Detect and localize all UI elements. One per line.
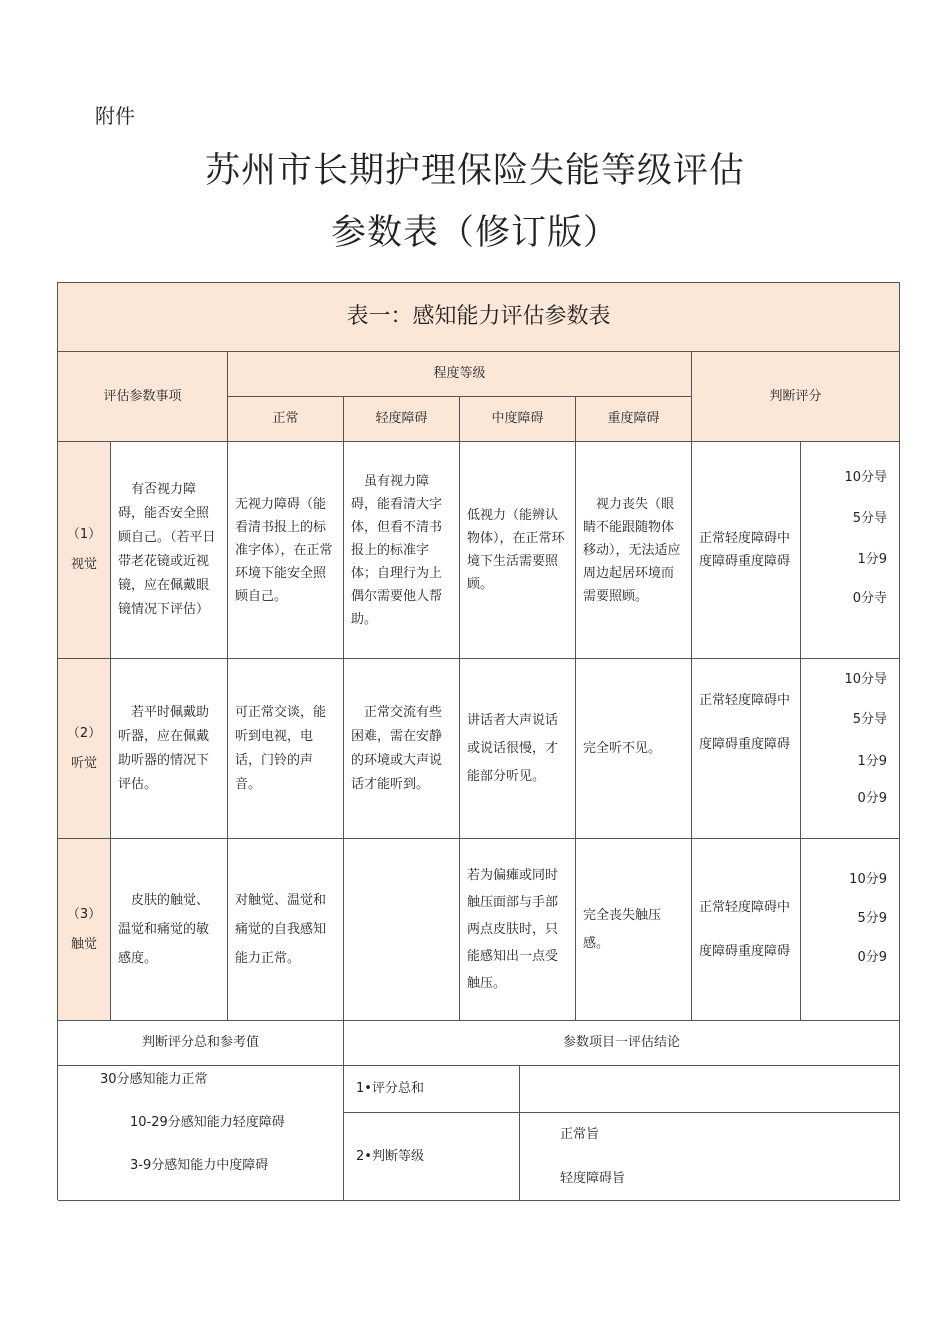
grade-option[interactable]: 正常旨 [560, 1127, 600, 1142]
footer-reference-header: 判断评分总和参考值 [58, 1021, 344, 1066]
row-vision-moderate: 低视力（能辨认物体），在正常环境下生活需要照顾。 [460, 442, 576, 659]
row-touch-scores [801, 839, 900, 1021]
row-hearing-judge: 正常轻度障碍中度障碍重度障碍 [692, 659, 801, 839]
conclusion-grade-label: 2•判断等级 [344, 1113, 520, 1201]
score-value: 0分9 [857, 791, 887, 806]
score-value: 1分9 [857, 754, 887, 769]
row-number: （2） [66, 725, 102, 741]
row-number: （1） [66, 527, 102, 542]
score-value: 5分导 [852, 712, 887, 727]
reference-line: 3-9分感知能力中度障碍 [130, 1158, 269, 1173]
reference-line: 10-29分感知能力轻度障碍 [130, 1115, 285, 1130]
row-hearing-severe: 完全听不见。 [576, 659, 692, 839]
conclusion-total-label: 1•评分总和 [344, 1066, 520, 1113]
footer-conclusion-header: 参数项目一评估结论 [344, 1021, 900, 1066]
row-vision-scores [801, 442, 900, 659]
score-value: 10分导 [844, 672, 887, 687]
row-name: 视觉 [70, 557, 97, 572]
header-degree: 程度等级 [228, 352, 692, 397]
row-vision-desc: 有否视力障碍，能否安全照顾自己。（若平日带老花镜或近视镜，应在佩戴眼镜情况下评估） [111, 442, 228, 659]
row-vision-severe: 视力丧失（眼睛不能跟随物体移动），无法适应周边起居环境而需要照顾。 [576, 442, 692, 659]
row-vision-mild: 虽有视力障碍，能看清大字体，但看不清书报上的标准字体；自理行为上偶尔需要他人帮助。 [344, 442, 460, 659]
row-name: 听觉 [70, 755, 97, 771]
level-normal: 正常 [228, 397, 344, 442]
assessment-table [57, 282, 900, 1200]
row-vision-normal: 无视力障碍（能看清书报上的标准字体），在正常环境下能安全照顾自己。 [228, 442, 344, 659]
document-title-line2: 参数表（修订版） [330, 213, 619, 253]
row-touch-mild [344, 839, 460, 1021]
row-hearing-normal: 可正常交谈，能听到电视，电话，门铃的声音。 [228, 659, 344, 839]
score-value: 1分9 [857, 552, 887, 567]
reference-values [58, 1066, 344, 1201]
score-value: 10分导 [844, 470, 887, 485]
row-hearing-moderate: 讲话者大声说话或说话很慢，才能部分听见。 [460, 659, 576, 839]
conclusion-total-value[interactable] [520, 1066, 900, 1113]
header-param: 评估参数事项 [58, 352, 228, 442]
row-touch-judge: 正常轻度障碍中度障碍重度障碍 [692, 839, 801, 1021]
grade-option[interactable]: 轻度障碍旨 [560, 1171, 626, 1186]
reference-line: 30分感知能力正常 [100, 1072, 208, 1087]
table-title: 表一：感知能力评估参数表 [58, 283, 900, 352]
row-hearing-desc: 若平时佩戴助听器，应在佩戴助听器的情况下评估。 [111, 659, 228, 839]
level-moderate: 中度障碍 [460, 397, 576, 442]
row-touch-normal: 对触觉、温觉和痛觉的自我感知能力正常。 [228, 839, 344, 1021]
row-hearing-label [58, 659, 111, 839]
row-touch-moderate: 若为偏瘫或同时触压面部与手部两点皮肤时，只能感知出一点受触压。 [460, 839, 576, 1021]
document-title-line1: 苏州市长期护理保险失能等级评估 [204, 151, 745, 191]
row-vision-judge: 正常轻度障碍中度障碍重度障碍 [692, 442, 801, 659]
row-hearing-mild: 正常交流有些困难，需在安静的环境或大声说话才能听到。 [344, 659, 460, 839]
score-value: 5分9 [857, 911, 887, 926]
score-value: 10分9 [849, 872, 887, 887]
score-value: 5分导 [852, 511, 887, 526]
header-judge: 判断评分 [692, 352, 900, 442]
row-touch-severe: 完全丧失触压感。 [576, 839, 692, 1021]
level-mild: 轻度障碍 [344, 397, 460, 442]
score-value: 0分9 [857, 950, 887, 965]
row-name: 触觉 [70, 936, 97, 952]
conclusion-grade-options [520, 1113, 900, 1201]
row-number: （3） [66, 906, 102, 922]
attachment-label: 附件 [95, 104, 135, 128]
row-touch-label [58, 839, 111, 1021]
row-vision-label [58, 442, 111, 659]
level-severe: 重度障碍 [576, 397, 692, 442]
score-value: 0分寺 [852, 591, 887, 606]
row-touch-desc: 皮肤的触觉、温觉和痛觉的敏感度。 [111, 839, 228, 1021]
row-hearing-scores [801, 659, 900, 839]
